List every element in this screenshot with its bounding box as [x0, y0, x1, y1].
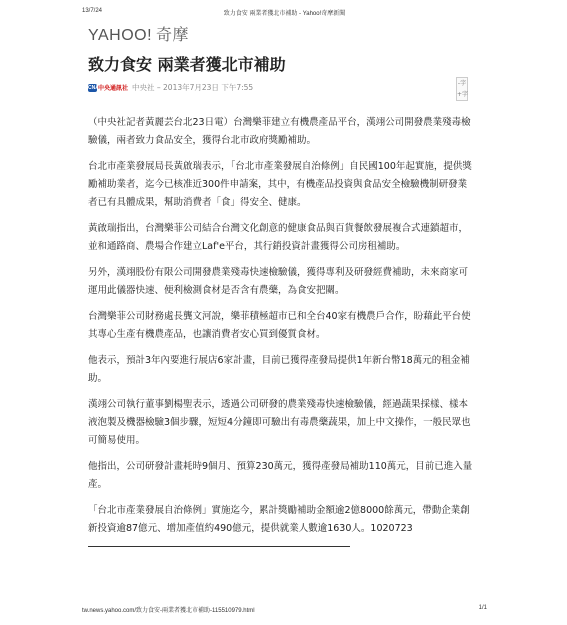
- article-paragraph: 黃啟瑞指出，台灣樂菲公司結合台灣文化創意的健康食品與百貨餐飲發展複合式連鎖超市，並和通路商、農場合作建立Laf'e平台，其行銷投資計畫獲得公司房租補助。: [88, 223, 469, 252]
- article-paragraph: 台北市產業發展局長黃啟瑞表示，「台北市產業發展自治條例」自民國100年起實施，提供獎勵補助業者，迄今已核准近300件申請案，其中，有機產品投資與食品安全檢驗機制研發業者已有具體成果，幫助消費者「食」得安全、健康。: [88, 161, 472, 208]
- print-date: 13/7/24: [82, 8, 103, 14]
- article-paragraph: 他表示，預計3年內要進行展店6家計畫，目前已獲得產發局提供1年新台幣18萬元的租金補助。: [88, 355, 470, 384]
- print-page-title: 致力食安 兩業者獲北市補助 - Yahoo!奇摩新聞: [223, 11, 346, 17]
- article-body: [88, 114, 476, 546]
- logo-brand: YAHOO!: [88, 27, 153, 44]
- cna-mark: CNA: [88, 84, 99, 91]
- article-headline: 致力食安 兩業者獲北市補助: [88, 55, 286, 74]
- font-increase-button[interactable]: +字: [457, 91, 469, 98]
- article-paragraph: 他指出，公司研發計畫耗時9個月、預算230萬元，獲得產發局補助110萬元，目前已進入量產。: [88, 461, 473, 490]
- article-byline: [88, 82, 253, 93]
- article-end-divider: [88, 546, 350, 547]
- article-paragraph: 「台北市產業發展自治條例」實施迄今，累計獎勵補助金額逾2億8000餘萬元，帶動企業創新投資逾87億元、增加產值約490億元，提供就業人數逾1630人。1020723: [88, 505, 470, 534]
- print-footer: [82, 605, 487, 615]
- logo-brand-cn: 奇摩: [156, 27, 190, 44]
- yahoo-logo[interactable]: [88, 22, 189, 45]
- print-page-number: 1/1: [478, 605, 487, 611]
- article-paragraph: 台灣樂菲公司財務處長龔文河說，樂菲積極超市已和全台40家有機農戶合作，盼藉此平台使其專心生產有機農產品，也讓消費者安心買到優質食材。: [88, 311, 471, 340]
- print-header: [82, 8, 487, 20]
- font-size-controls: [456, 77, 468, 101]
- byline-text: 中央社 – 2013年7月23日 下午7:55: [132, 83, 254, 92]
- article-paragraph: （中央社記者黃麗芸台北23日電）台灣樂菲建立有機農產品平台，漢翊公司開發農業殘毒檢驗儀，兩者致力食品安全，獲得台北市政府獎勵補助。: [88, 117, 471, 146]
- article-paragraph: 漢翊公司執行董事劉楊聖表示，透過公司研發的農業殘毒快速檢驗儀，經過蔬果採樣、樣本液泡製及機器檢驗3個步驟，短短4分鐘即可驗出有毒農藥蔬果，加上中文操作，一般民眾也可簡易使用。: [88, 399, 471, 446]
- article-paragraph: 另外，漢翊股份有限公司開發農業殘毒快速檢驗儀，獲得專利及研發經費補助，未來商家可運用此儀器快速、便利檢測食材是否含有農藥，為食安把關。: [88, 267, 469, 296]
- print-url: tw.news.yahoo.com/致力食安-兩業者獲北市補助-115510979.html: [82, 608, 255, 614]
- font-decrease-button[interactable]: -字: [457, 80, 467, 87]
- cna-logo-icon: [88, 83, 128, 92]
- cna-logo-text: 中央通訊社: [98, 86, 129, 92]
